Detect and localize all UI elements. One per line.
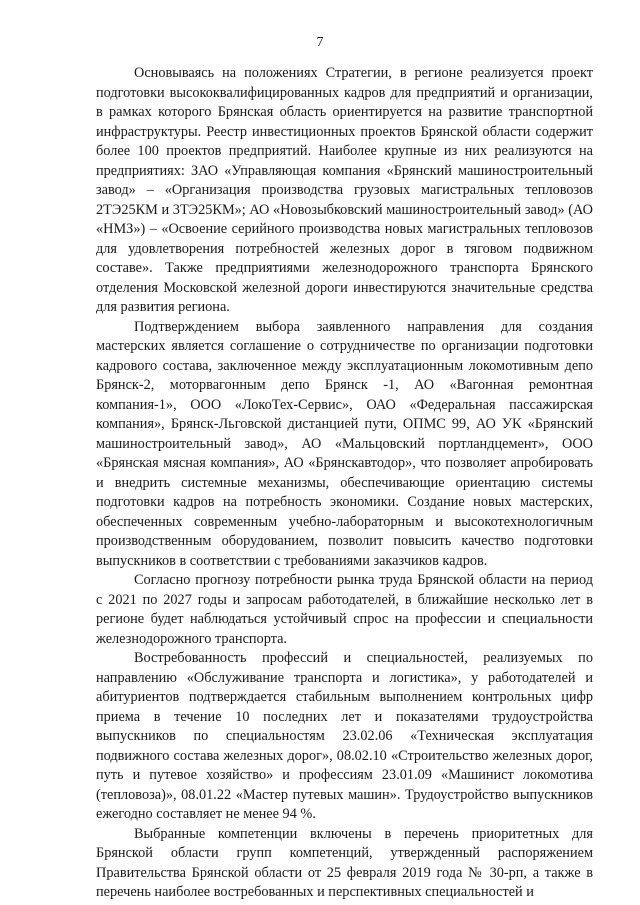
paragraph-labor-market-forecast: Согласно прогнозу потребности рынка труда Брянской области на период с 2021 по 2027 годы и запросам работодателей, в ближайшие несколько лет в регионе будет наблюдаться устойчивый спрос на профессии и специальности железнодорожного транспорта.	[96, 572, 593, 647]
page-number: 7	[316, 35, 324, 50]
paragraph-specialty-demand: Востребованность профессий и специальностей, реализуемых по направлению «Обслуживание транспорта и логистика», у работодателей и абитуриентов подтверждается стабильным выполнением контрольных цифр приема в течение 10 последних лет и показателями трудоустройства выпускников по специальностям 23.02.06 «Техническая эксплуатация подвижного состава железных дорог», 08.02.10 «Строительство железных дорог, путь и путевое хозяйство» и профессиям 23.01.09 «Машинист локомотива (тепловоза)», 08.01.22 «Мастер путевых машин». Трудоустройство выпускников ежегодно составляет не менее 94 %.	[96, 650, 593, 822]
paragraph-priority-competencies: Выбранные компетенции включены в перечень приоритетных для Брянской области групп компетенций, утвержденный распоряжением Правительства Брянской области от 25 февраля 2019 года № 30-рп, а также в перечень наиболее востребованных и перспективных специальностей и	[96, 825, 593, 900]
paragraph-strategy-projects: Основываясь на положениях Стратегии, в регионе реализуется проект подготовки высококвалифицированных кадров для предприятий и организации, в рамках которого Брянская область ориентируется на развитие транспортной инфраструктуры. Реестр инвестиционных проектов Брянской области содержит более 100 проектов предприятий. Наиболее крупные из них реализуются на предприятиях: ЗАО «Управляющая компания «Брянский машиностроительный завод» – «Организация производства грузовых магистральных тепловозов 2ТЭ25КМ и 3ТЭ25КМ»; АО «Новозыбковский машиностроительный завод» (АО «НМЗ») – «Освоение серийного производства новых магистральных тепловозов для удовлетворения потребностей железных дорог в тяговом подвижном составе». Также предприятиями железнодорожного транспорта Брянского отделения Московской железной дороги инвестируются значительные средства для развития региона.	[96, 65, 593, 315]
document-body	[96, 64, 593, 903]
paragraph-partnership-agreement: Подтверждением выбора заявленного направления для создания мастерских является соглашение о сотрудничестве по организации подготовки кадрового состава, заключенное между эксплуатационным локомотивным депо Брянск-2, моторвагонным депо Брянск -1, АО «Вагонная ремонтная компания-1», ООО «ЛокоТех-Сервис», ОАО «Федеральная пассажирская компания», Брянск-Льговской дистанцией пути, ОПМС 99, АО УК «Брянский машиностроительный завод», АО «Мальцовский портландцемент», ООО «Брянская мясная компания», АО «Брянскавтодор», что позволяет апробировать и внедрить системные механизмы, обеспечивающие ориентацию системы подготовки кадров на потребность экономики. Создание новых мастерских, обеспеченных современным учебно-лабораторным и высокотехнологичным производственным оборудованием, позволит повысить качество подготовки выпускников в соответствии с требованиями заказчиков кадров.	[96, 318, 593, 569]
